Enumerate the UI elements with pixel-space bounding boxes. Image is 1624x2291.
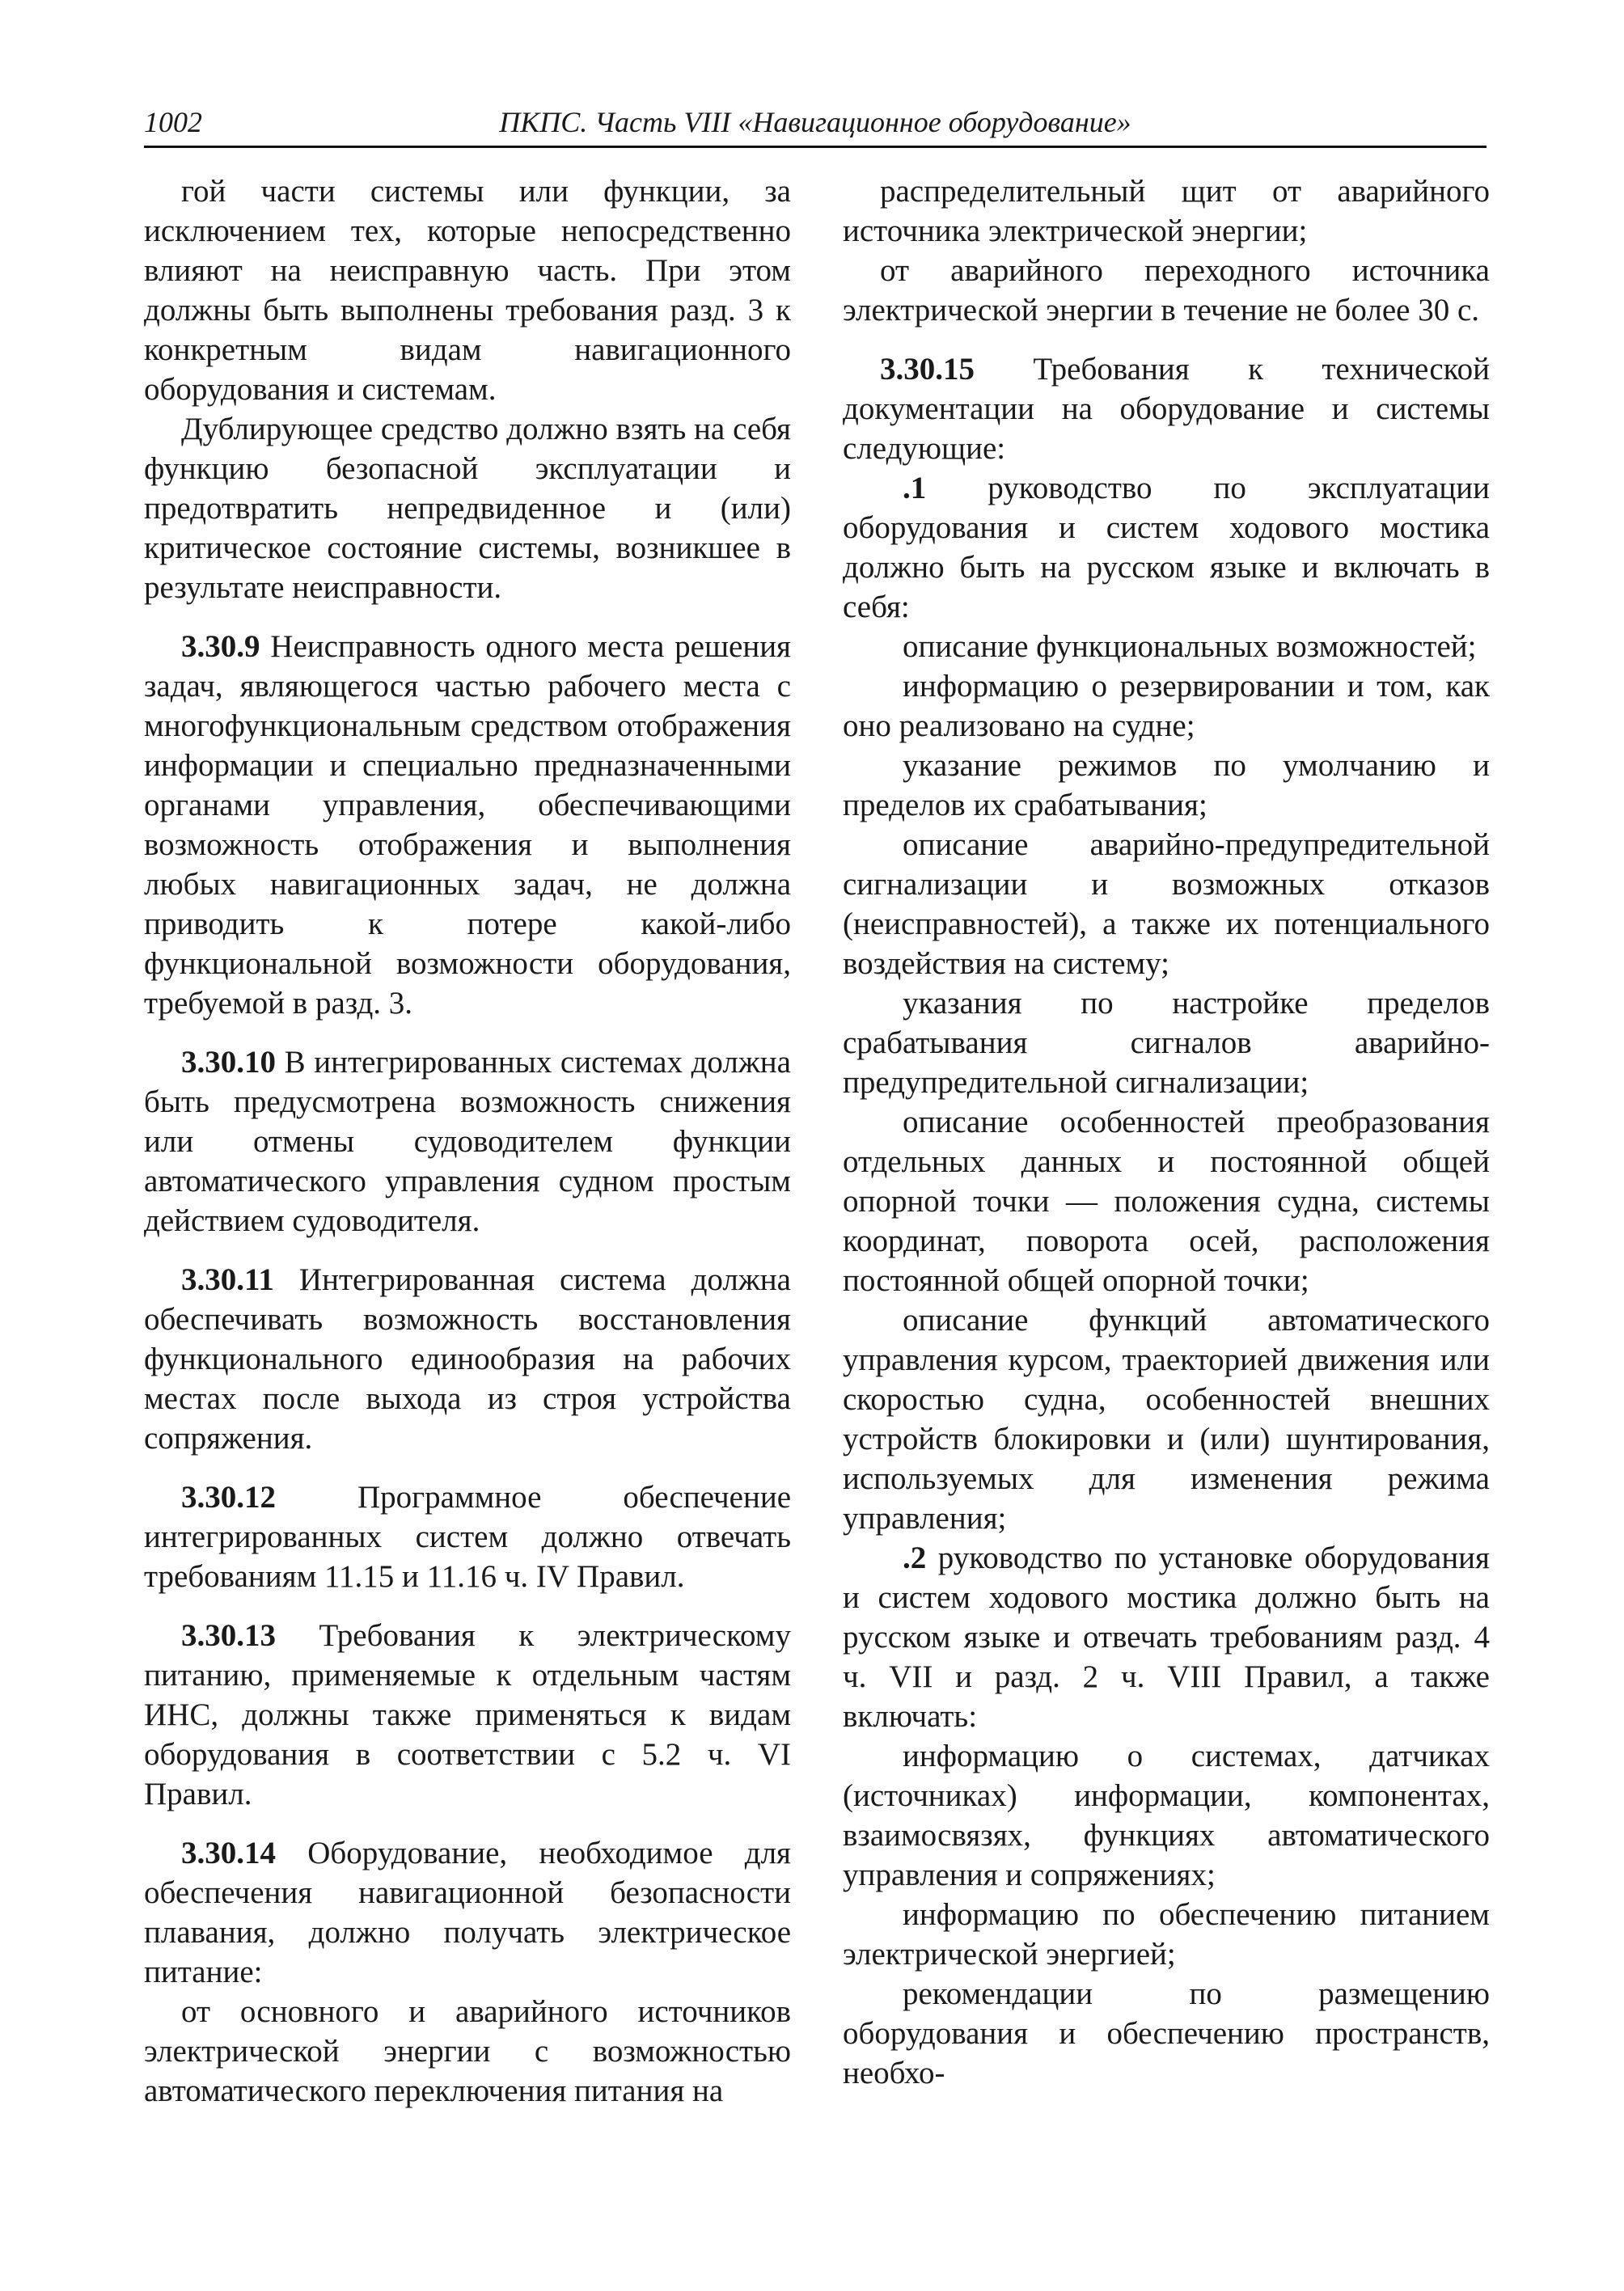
paragraph — [144, 1042, 791, 1241]
paragraph-text: гой части системы или функции, за исключением тех, которые непосредственно влияют на неисправную часть. При этом должны быть выполнены требования разд. 3 к конкретным видам навигационного оборудования и системам. — [144, 174, 791, 407]
paragraph — [144, 1477, 791, 1596]
paragraph-text: информацию по обеспечению питанием электрической энергией; — [843, 1897, 1490, 1972]
paragraph-text: Дублирующее средство должно взять на себя функцию безопасной эксплуатации и предотвратить непредвиденное и (или) критическое состояние системы, возникшее в результате неисправности. — [144, 412, 791, 605]
clause-number: 3.30.15 — [880, 352, 975, 387]
clause-number: 3.30.9 — [181, 629, 260, 664]
paragraph-text: Программное обеспечение интегрированных систем должно отвечать требованиям 11.15 и 11.16 ч. IV Правил. — [144, 1480, 791, 1594]
paragraph-text: рекомендации по размещению оборудования и обеспечению пространств, необхо- — [843, 1976, 1490, 2090]
paragraph-text: от основного и аварийного источников электрической энергии с возможностью автоматического переключения питания на — [144, 1994, 791, 2108]
paragraph — [843, 825, 1490, 983]
paragraph-text: распределительный щит от аварийного источника электрической энергии; — [843, 174, 1490, 248]
paragraph — [843, 983, 1490, 1102]
page-header — [144, 104, 1487, 148]
paragraph — [843, 1538, 1490, 1736]
paragraph-text: описание особенностей преобразования отдельных данных и постоянной общей опорной точки — положения судна, системы координат, поворота осей, расположения постоянной общей опорной точки; — [843, 1105, 1490, 1298]
paragraph — [144, 409, 791, 607]
paragraph — [144, 1992, 791, 2111]
paragraph-text: информацию о системах, датчиках (источниках) информации, компонентах, взаимосвязях, функциях автоматического управления и сопряжениях; — [843, 1739, 1490, 1892]
paragraph-text: от аварийного переходного источника электрической энергии в течение не более 30 с. — [843, 253, 1490, 328]
paragraph-text: Интегрированная система должна обеспечивать возможность восстановления функционального единообразия на рабочих местах после выхода из строя устройства сопряжения. — [144, 1262, 791, 1456]
paragraph — [843, 468, 1490, 627]
paragraph — [144, 627, 791, 1023]
paragraph — [843, 627, 1490, 666]
paragraph — [843, 1736, 1490, 1895]
paragraph-text: описание аварийно-предупредительной сигнализации и возможных отказов (неисправностей), а также их потенциального воздействия на систему; — [843, 827, 1490, 981]
paragraph — [144, 1616, 791, 1814]
paragraph-text: указание режимов по умолчанию и пределов их срабатывания; — [843, 748, 1490, 822]
paragraph — [843, 666, 1490, 746]
paragraph — [144, 1260, 791, 1458]
paragraph — [843, 1895, 1490, 1974]
paragraph-text: Требования к технической документации на оборудование и системы следующие: — [843, 352, 1490, 466]
paragraph — [843, 251, 1490, 330]
paragraph — [843, 746, 1490, 825]
paragraph-text: описание функциональных возможностей; — [903, 629, 1477, 664]
clause-number: 3.30.13 — [181, 1618, 276, 1653]
clause-number: 3.30.14 — [181, 1836, 276, 1870]
clause-number: .2 — [903, 1541, 927, 1575]
paragraph — [843, 1102, 1490, 1300]
paragraph-text: описание функций автоматического управления курсом, траекторией движения или скоростью судна, особенностей внешних устройств блокировки и (или) шунтирования, используемых для изменения режима управления; — [843, 1303, 1490, 1536]
paragraph-text: Оборудование, необходимое для обеспечения навигационной безопасности плавания, должно получать электрическое питание: — [144, 1836, 791, 1989]
paragraph — [144, 171, 791, 409]
paragraph-text: информацию о резервировании и том, как оно реализовано на судне; — [843, 669, 1490, 743]
paragraph-text: указания по настройке пределов срабатывания сигналов аварийно-предупредительной сигнализации; — [843, 986, 1490, 1100]
paragraph — [144, 1833, 791, 1992]
paragraph-text: Требования к электрическому питанию, применяемые к отдельным частям ИНС, должны также применяться к видам оборудования в соответствии с 5.2 ч. VI Правил. — [144, 1618, 791, 1811]
clause-number: 3.30.11 — [181, 1262, 274, 1297]
page-number: 1002 — [144, 106, 202, 138]
clause-number: .1 — [903, 471, 927, 505]
right-column — [843, 171, 1490, 2093]
clause-number: 3.30.10 — [181, 1045, 276, 1080]
paragraph-text: В интегрированных системах должна быть предусмотрена возможность снижения или отмены судоводителем функции автоматического управления судном простым действием судоводителя. — [144, 1045, 791, 1238]
paragraph-text: руководство по установке оборудования и систем ходового мостика должно быть на русском языке и отвечать требованиям разд. 4 ч. VII и разд. 2 ч. VIII Правил, а также включать: — [843, 1541, 1490, 1734]
paragraph — [843, 171, 1490, 251]
running-title: ПКПС. Часть VIII «Навигационное оборудование» — [499, 106, 1131, 138]
paragraph — [843, 1300, 1490, 1538]
paragraph-text: руководство по эксплуатации оборудования и систем ходового мостика должно быть на русском языке и включать в себя: — [843, 471, 1490, 624]
paragraph — [843, 349, 1490, 468]
paragraph-text: Неисправность одного места решения задач, являющегося частью рабочего места с многофункциональным средством отображения информации и специально предназначенными органами управления, обеспечивающими возможность отображения и выполнения любых навигационных задач, не должна приводить к потере какой-либо функциональной возможности оборудования, требуемой в разд. 3. — [144, 629, 791, 1021]
paragraph — [843, 1974, 1490, 2093]
left-column — [144, 171, 791, 2111]
clause-number: 3.30.12 — [181, 1480, 276, 1515]
